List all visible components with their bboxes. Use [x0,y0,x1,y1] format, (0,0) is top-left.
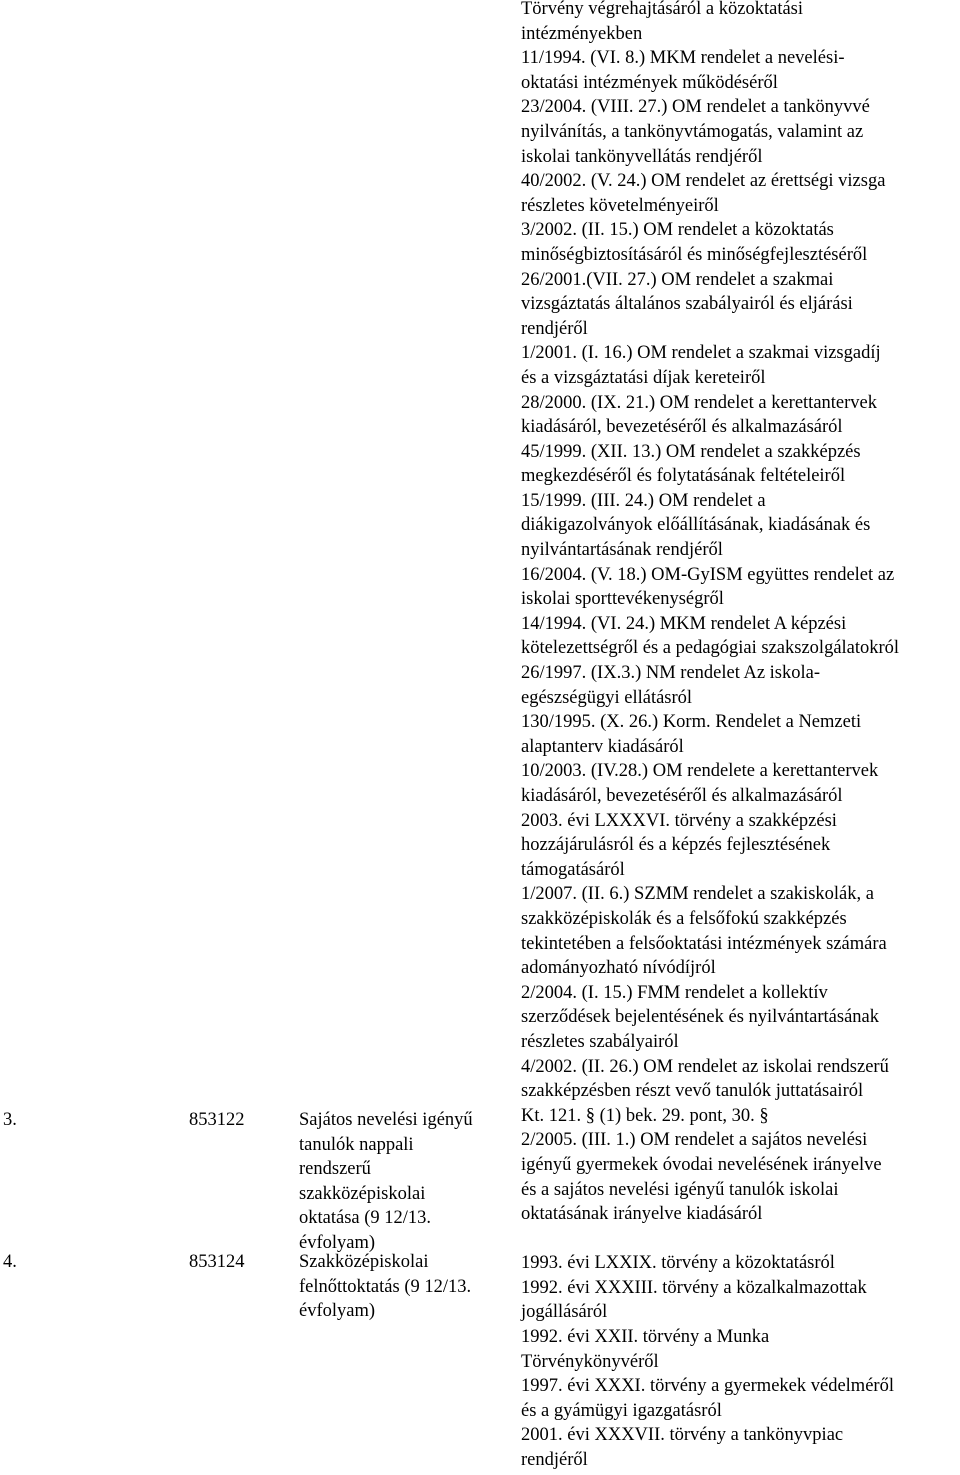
reference-line: minőségbiztosításáról és minőségfejlesztéséről [521,244,868,265]
reference-line: 11/1994. (VI. 8.) MKM rendelet a nevelési- [521,48,845,69]
reference-line: iskolai tankönyvellátás rendjéről [521,146,763,167]
law-line: 1992. évi XXXIII. törvény a közalkalmazottak [521,1277,867,1298]
description-line: Szakközépiskolai [299,1252,429,1272]
reference-line: 45/1999. (XII. 13.) OM rendelet a szakképzés [521,441,861,462]
reference-line: 23/2004. (VIII. 27.) OM rendelet a tankönyvvé [521,97,870,118]
reference-line: hozzájárulásról és a képzés fejlesztésének [521,835,831,856]
reference-line: 15/1999. (III. 24.) OM rendelet a [521,490,766,511]
reference-line: diákigazolványok előállításának, kiadásának és [521,515,871,536]
law-line: rendjéről [521,1450,588,1471]
description-line: évfolyam) [299,1232,376,1253]
law-line: 2001. évi XXXVII. törvény a tankönyvpiac [521,1425,844,1446]
legal-references-column [521,0,957,1473]
reference-line: kötelezettségről és a pedagógiai szakszolgálatokról [521,638,900,659]
description-line: tanulók nappali [299,1134,414,1155]
reference-line: támogatásáról [521,859,625,880]
row-code: 853124 [189,1252,245,1272]
reference-line: szakközépiskolák és a felsőfokú szakképzés [521,908,847,929]
description-line: felnőttoktatás (9 12/13. [299,1276,472,1297]
reference-line: oktatási intézmények működéséről [521,72,778,93]
description-line: évfolyam) [299,1301,376,1322]
description-line: rendszerű [299,1159,371,1180]
reference-line: rendjéről [521,318,588,339]
row-number: 3. [3,1110,17,1130]
reference-line: kiadásáról, bevezetéséről és alkalmazásáról [521,417,843,438]
section-spacer [521,1227,957,1252]
reference-line: 26/1997. (IX.3.) NM rendelet Az iskola- [521,663,821,684]
reference-line: szerződések bejelentésének és nyilvántartásának [521,1007,880,1028]
law-line: jogállásáról [521,1302,608,1323]
reference-line: és a vizsgáztatási díjak kereteiről [521,367,766,388]
legal-references-list [521,0,957,1227]
reference-line: igényű gyermekek óvodai nevelésének irányelve [521,1154,882,1175]
reference-line: 1/2007. (II. 6.) SZMM rendelet a szakiskolák, a [521,884,874,905]
reference-line: 2003. évi LXXXVI. törvény a szakképzési [521,810,837,831]
reference-line: 2/2004. (I. 15.) FMM rendelet a kollektív [521,982,828,1003]
reference-line: 10/2003. (IV.28.) OM rendelete a kerettantervek [521,761,879,782]
reference-line: nyilvánítás, a tankönyvtámogatás, valamint az [521,121,864,142]
reference-line: 1/2001. (I. 16.) OM rendelet a szakmai vizsgadíj [521,343,881,364]
reference-line: oktatásának irányelve kiadásáról [521,1204,763,1225]
reference-line: nyilvántartásának rendjéről [521,540,723,561]
row-number: 4. [3,1252,17,1272]
reference-line: szakképzésben részt vevő tanulók juttatásairól [521,1081,864,1102]
law-line: 1992. évi XXII. törvény a Munka [521,1327,770,1348]
reference-line: 4/2002. (II. 26.) OM rendelet az iskolai rendszerű [521,1056,889,1077]
reference-line: egészségügyi ellátásról [521,687,693,708]
description-line: oktatása (9 12/13. [299,1208,432,1229]
reference-line: intézményekben [521,23,643,44]
reference-line: iskolai sporttevékenységről [521,589,724,610]
reference-line: Törvény végrehajtásáról a közoktatási [521,0,804,19]
reference-line: 40/2002. (V. 24.) OM rendelet az érettségi vizsga [521,171,886,192]
reference-line: alaptanterv kiadásáról [521,736,684,757]
reference-line: 28/2000. (IX. 21.) OM rendelet a kerettantervek [521,392,877,413]
reference-line: 16/2004. (V. 18.) OM-GyISM együttes rendelet az [521,564,895,585]
reference-line: részletes követelményeiről [521,195,719,216]
law-line: és a gyámügyi igazgatásról [521,1400,722,1421]
reference-line: Kt. 121. § (1) bek. 29. pont, 30. § [521,1105,769,1126]
reference-line: és a sajátos nevelési igényű tanulók iskolai [521,1179,839,1200]
reference-line: 3/2002. (II. 15.) OM rendelet a közoktatás [521,220,834,241]
laws-list [521,1251,957,1472]
reference-line: 26/2001.(VII. 27.) OM rendelet a szakmai [521,269,834,290]
reference-line: 14/1994. (VI. 24.) MKM rendelet A képzési [521,613,847,634]
reference-line: vizsgáztatás általános szabályairól és eljárási [521,294,853,315]
reference-line: részletes szabályairól [521,1031,679,1052]
description-line: szakközépiskolai [299,1183,426,1204]
reference-line: megkezdéséről és folytatásának feltételeiről [521,466,846,487]
row-description [299,1108,504,1256]
reference-line: 130/1995. (X. 26.) Korm. Rendelet a Nemzeti [521,712,862,733]
law-line: Törvénykönyvéről [521,1351,659,1372]
description-line: Sajátos nevelési igényű [299,1110,473,1130]
law-line: 1993. évi LXXIX. törvény a közoktatásról [521,1253,835,1274]
reference-line: 2/2005. (III. 1.) OM rendelet a sajátos nevelési [521,1130,868,1151]
row-description [299,1250,504,1324]
law-line: 1997. évi XXXI. törvény a gyermekek védelméről [521,1376,894,1397]
reference-line: kiadásáról, bevezetéséről és alkalmazásáról [521,786,843,806]
reference-line: adományozható nívódíjról [521,958,716,979]
reference-line: tekintetében a felsőoktatási intézmények számára [521,933,887,954]
row-code: 853122 [189,1110,245,1130]
